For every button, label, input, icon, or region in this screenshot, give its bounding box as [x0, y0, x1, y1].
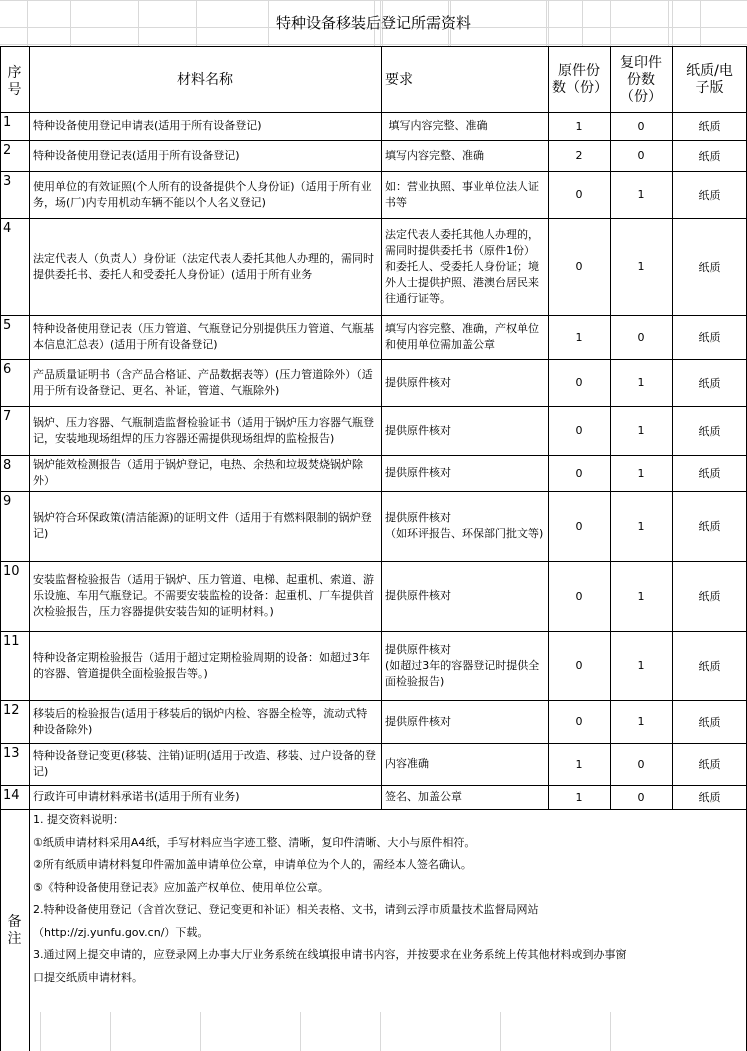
note-line: 口提交纸质申请材料。 [33, 970, 143, 984]
header-seq [0, 52, 29, 112]
row-number: 2 [3, 143, 12, 158]
requirement-text: 提供原件核对 [385, 466, 451, 479]
material-name-text: 特种设备登记变更(移装、注销)证明(适用于改造、移装、过户设备的登记) [33, 749, 376, 778]
note-line: ⑤《特种设备使用登记表》应加盖产权单位、使用单位公章。 [33, 880, 329, 894]
row-paper-type: 纸质 [698, 467, 721, 480]
row-copy-count: 0 [637, 119, 645, 133]
gridline [610, 1012, 611, 1051]
notes-label-cell [0, 810, 29, 1051]
requirement-text: 提供原件核对 （如环评报告、环保部门批文等) [385, 511, 544, 540]
row-paper-type: 纸质 [698, 331, 721, 344]
material-name-text: 特种设备定期检验报告（适用于超过定期检验周期的设备：如超过3年的容器、管道提供全面检验报告等。) [33, 650, 370, 680]
header-original-count [548, 48, 610, 112]
header-seq-text: 序号 [7, 65, 22, 98]
header-name: 材料名称 [177, 71, 233, 88]
row-original-count: 1 [575, 330, 583, 344]
row-copy-count: 0 [637, 330, 645, 344]
gridline [500, 1012, 501, 1051]
row-requirement [385, 455, 545, 491]
row-copy-count: 0 [637, 757, 645, 771]
row-original-count: 0 [575, 659, 583, 672]
row-paper-type: 纸质 [698, 376, 721, 390]
note-line: 2.特种设备使用登记（含首次登记、登记变更和补证）相关表格、文书，请到云浮市质量技术监督局网站 [33, 903, 539, 916]
note-line: （http://zj.yunfu.gov.cn/）下载。 [33, 925, 209, 939]
row-number: 4 [3, 221, 12, 236]
material-name-text: 特种设备使用登记申请表(适用于所有设备登记) [33, 119, 262, 132]
row-material-name [33, 631, 377, 700]
row-material-name [33, 743, 377, 785]
row-original-count: 0 [575, 466, 583, 480]
requirement-text: 法定代表人委托其他人办理的，需同时提供委托书（原件1份）和委托人、受委托人身份证；境外人士提供护照、港澳台居民来往通行证等。 [385, 227, 539, 305]
row-number: 3 [3, 174, 12, 189]
row-material-name [33, 140, 377, 171]
material-name-text: 使用单位的有效证照(个人所有的设备提供个人身份证)（适用于所有业务，场(厂)内专用机动车辆不能以个人名义登记) [33, 179, 372, 209]
row-paper-type: 纸质 [698, 590, 721, 603]
requirement-text: 如：营业执照、事业单位法人证书等 [385, 179, 539, 209]
material-name-text: 锅炉符合环保政策(清洁能源)的证明文件（适用于有燃料限制的锅炉登记) [33, 511, 372, 540]
row-requirement [385, 561, 545, 631]
header-paper-text: 纸质/电子版 [686, 63, 733, 96]
requirement-text: 提供原件核对 [385, 423, 451, 437]
row-paper-type: 纸质 [698, 659, 721, 673]
row-material-name [33, 112, 377, 140]
material-name-text: 锅炉、压力容器、气瓶制造监督检验证书（适用于锅炉压力容器气瓶登记，安装地现场组焊的压力容器还需提供现场组焊的监检报告) [33, 415, 374, 445]
material-name-text: 法定代表人（负责人）身份证（法定代表人委托其他人办理的，需同时提供委托书、委托人和受委托人身份证）(适用于所有业务 [33, 251, 374, 281]
header-copy-count [610, 48, 672, 112]
row-number: 7 [3, 409, 12, 424]
gridline [380, 1012, 381, 1051]
row-material-name [33, 359, 377, 406]
row-number: 1 [3, 115, 12, 130]
row-number: 9 [3, 494, 12, 509]
material-name-text: 特种设备使用登记表（压力管道、气瓶登记分别提供压力管道、气瓶基本信息汇总表）(适用于所有设备登记) [33, 322, 374, 351]
row-copy-count: 1 [637, 376, 645, 389]
row-requirement [385, 112, 545, 140]
requirement-text: 提供原件核对 [385, 375, 451, 389]
requirement-text: 填写内容完整、准确 [385, 148, 484, 162]
row-requirement [385, 359, 545, 406]
row-paper-type: 纸质 [698, 791, 721, 804]
row-copy-count: 1 [637, 260, 645, 273]
requirement-text: 内容准确 [385, 757, 429, 770]
row-copy-count: 1 [637, 589, 645, 603]
row-copy-count: 1 [637, 715, 645, 728]
header-paper-type [672, 48, 747, 112]
table-border [0, 46, 747, 47]
requirement-text: 提供原件核对 [385, 714, 451, 728]
row-material-name [33, 491, 377, 561]
row-original-count: 0 [575, 715, 583, 728]
header-original-text: 原件份数（份） [552, 63, 608, 96]
row-original-count: 0 [575, 376, 583, 389]
row-number: 5 [3, 318, 12, 333]
requirement-text: 填写内容完整、准确 [385, 119, 488, 132]
header-copy-text: 复印件份数（份） [620, 54, 662, 105]
row-number: 13 [3, 746, 20, 761]
row-paper-type: 纸质 [698, 188, 721, 202]
notes-content [29, 809, 747, 989]
note-line: ②所有纸质申请材料复印件需加盖申请单位公章，申请单位为个人的，需经本人签名确认。 [33, 858, 472, 871]
row-original-count: 0 [575, 260, 583, 273]
row-original-count: 0 [575, 519, 583, 533]
row-material-name [33, 171, 377, 218]
row-material-name [33, 406, 377, 455]
row-original-count: 0 [575, 424, 583, 437]
row-copy-count: 1 [637, 519, 645, 533]
row-material-name [33, 218, 377, 315]
row-number: 8 [3, 458, 12, 473]
row-paper-type: 纸质 [698, 758, 721, 771]
row-material-name [33, 455, 377, 491]
gridline [200, 1012, 201, 1051]
material-name-text: 行政许可申请材料承诺书(适用于所有业务) [33, 790, 240, 803]
row-material-name [33, 785, 377, 809]
row-number: 12 [3, 703, 20, 718]
row-paper-type: 纸质 [698, 715, 721, 729]
header-requirement: 要求 [385, 71, 413, 88]
requirement-text: 填写内容完整、准确，产权单位和使用单位需加盖公章 [385, 322, 539, 351]
row-number: 10 [3, 564, 20, 579]
row-original-count: 1 [575, 790, 583, 804]
note-line: 1. 提交资料说明： [33, 813, 124, 826]
row-number: 6 [3, 362, 12, 377]
material-name-text: 产品质量证明书（含产品合格证、产品数据表等）(压力管道除外）（适用于所有设备登记、更名、补证，管道、气瓶除外) [33, 367, 373, 397]
row-original-count: 0 [575, 589, 583, 603]
row-requirement [385, 491, 545, 561]
row-requirement [385, 631, 545, 700]
row-requirement [385, 140, 545, 171]
row-copy-count: 1 [637, 466, 645, 480]
material-name-text: 特种设备使用登记表(适用于所有设备登记) [33, 148, 240, 162]
row-paper-type: 纸质 [698, 149, 721, 163]
requirement-text: 签名、加盖公章 [385, 790, 462, 803]
column-border [381, 46, 382, 809]
row-number: 11 [3, 634, 20, 649]
requirement-text: 提供原件核对 (如超过3年的容器登记时提供全面检验报告) [385, 642, 540, 688]
row-copy-count: 0 [637, 790, 645, 804]
row-copy-count: 1 [637, 188, 645, 201]
gridline [0, 44, 747, 45]
material-name-text: 锅炉能效检测报告（适用于锅炉登记，电热、余热和垃圾焚烧锅炉除外） [33, 458, 363, 487]
row-requirement [385, 171, 545, 218]
row-material-name [33, 700, 377, 743]
gridline [110, 1012, 111, 1051]
gridline [0, 0, 747, 1]
row-number: 14 [3, 788, 20, 803]
row-paper-type: 纸质 [698, 120, 721, 133]
row-requirement [385, 406, 545, 455]
page-title: 特种设备移装后登记所需资料 [275, 14, 471, 32]
row-requirement [385, 218, 545, 315]
row-requirement [385, 315, 545, 359]
row-material-name [33, 561, 377, 631]
notes-label: 备注 [7, 913, 22, 947]
row-requirement [385, 743, 545, 785]
row-paper-type: 纸质 [698, 260, 721, 274]
row-requirement [385, 700, 545, 743]
note-line: 3.通过网上提交申请的，应登录网上办事大厅业务系统在线填报申请书内容，并按要求在业务系统上传其他材料或到办事窗 [33, 948, 627, 961]
row-material-name [33, 315, 377, 359]
row-original-count: 0 [575, 188, 583, 201]
material-name-text: 移装后的检验报告(适用于移装后的锅炉内检、容器全检等，流动式特种设备除外) [33, 706, 368, 736]
note-line: ①纸质申请材料采用A4纸，手写材料应当字迹工整、清晰，复印件清晰、大小与原件相符。 [33, 835, 476, 849]
gridline [40, 1012, 41, 1051]
row-copy-count: 1 [637, 424, 645, 437]
row-original-count: 1 [575, 119, 583, 133]
row-original-count: 2 [575, 149, 583, 162]
row-paper-type: 纸质 [698, 520, 721, 533]
requirement-text: 提供原件核对 [385, 589, 451, 602]
material-name-text: 安装监督检验报告（适用于锅炉、压力管道、电梯、起重机、索道、游乐设施、车用气瓶登记。不需要安装监检的设备：起重机、厂车提供首次检验报告，压力容器提供安装告知的证明材料。) [33, 573, 374, 618]
row-copy-count: 0 [637, 149, 645, 162]
row-paper-type: 纸质 [698, 424, 721, 438]
row-copy-count: 1 [637, 659, 645, 672]
gridline [300, 1012, 301, 1051]
row-requirement [385, 785, 545, 809]
row-original-count: 1 [575, 757, 583, 771]
